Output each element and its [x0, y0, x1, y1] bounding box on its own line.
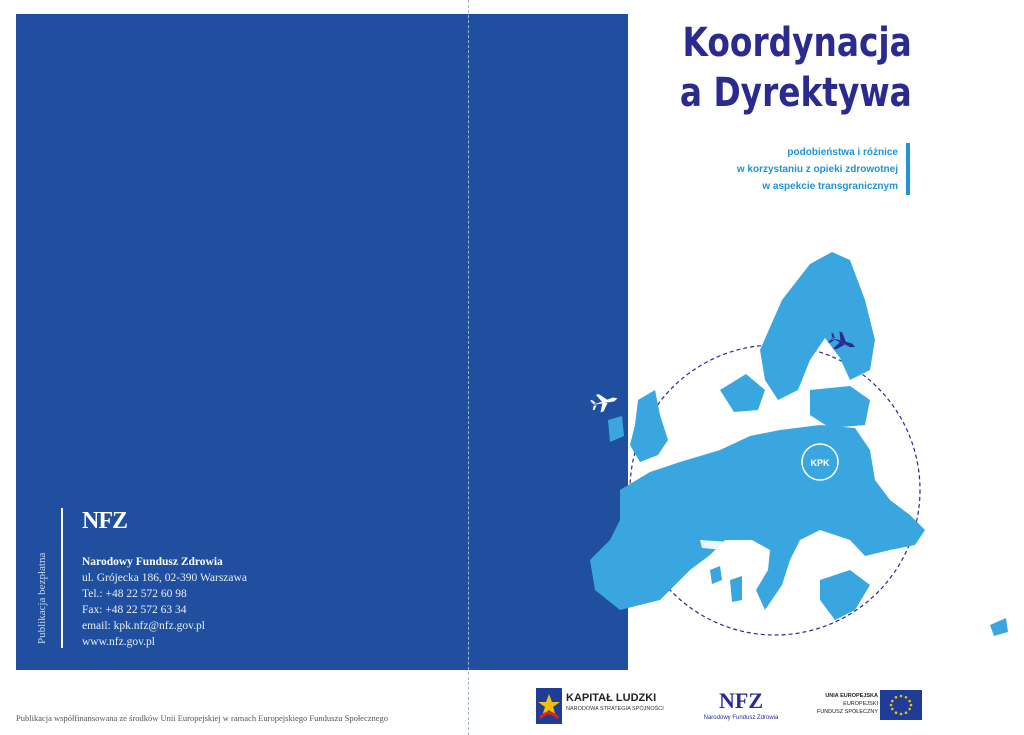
kpk-badge-text: KPK	[810, 458, 830, 468]
org-name: Narodowy Fundusz Zdrowia	[82, 556, 223, 568]
nfz-footer-logo	[696, 688, 786, 721]
airplane-icon	[589, 390, 620, 414]
kapital-ludzki-star-icon	[536, 688, 562, 724]
eu-line-2: EUROPEJSKI	[843, 701, 878, 707]
eu-line-1: UNIA EUROPEJSKA	[825, 693, 878, 699]
title-line-1: Koordynacja	[682, 20, 912, 66]
nfz-footer-subtitle: Narodowy Fundusz Zdrowia	[703, 715, 779, 721]
subtitle-line-1: podobieństwa i różnice	[787, 147, 898, 158]
cofinancing-note: Publikacja współfinansowana ze środków Unii Europejskiej w ramach Europejskiego Funduszu Społecznego	[16, 713, 389, 723]
fold-line	[468, 0, 469, 735]
contact-divider	[61, 508, 63, 648]
fax: Fax: +48 22 572 63 34	[82, 604, 187, 616]
subtitle-line-2: w korzystaniu z opieki zdrowotnej	[736, 164, 898, 175]
free-publication-label: Publikacja bezpłatna	[36, 552, 48, 644]
email[interactable]: email: kpk.nfz@nfz.gov.pl	[82, 620, 205, 632]
contact-block	[82, 554, 247, 650]
kapital-ludzki-subtitle: NARODOWA STRATEGIA SPÓJNOŚCI	[566, 706, 664, 712]
nfz-logo: NFZ	[82, 508, 127, 534]
website[interactable]: www.nfz.gov.pl	[82, 636, 155, 648]
map-land	[590, 252, 1008, 636]
phone: Tel.: +48 22 572 60 98	[82, 588, 187, 600]
cover-title	[680, 18, 912, 118]
title-line-2: a Dyrektywa	[680, 70, 912, 116]
subtitle-line-3: w aspekcie transgranicznym	[762, 181, 898, 192]
address: ul. Grójecka 186, 02-390 Warszawa	[82, 572, 247, 584]
nfz-footer-mark: NFZ	[719, 688, 763, 713]
eu-line-3: FUNDUSZ SPOŁECZNY	[816, 709, 878, 715]
europe-map	[520, 240, 1020, 670]
cover-subtitle	[737, 144, 898, 195]
kapital-ludzki-title: KAPITAŁ LUDZKI	[566, 692, 657, 704]
kapital-ludzki-logo	[536, 688, 666, 728]
eu-flag-icon	[880, 690, 922, 720]
subtitle-accent-bar	[906, 143, 910, 195]
eu-logo	[808, 690, 928, 726]
